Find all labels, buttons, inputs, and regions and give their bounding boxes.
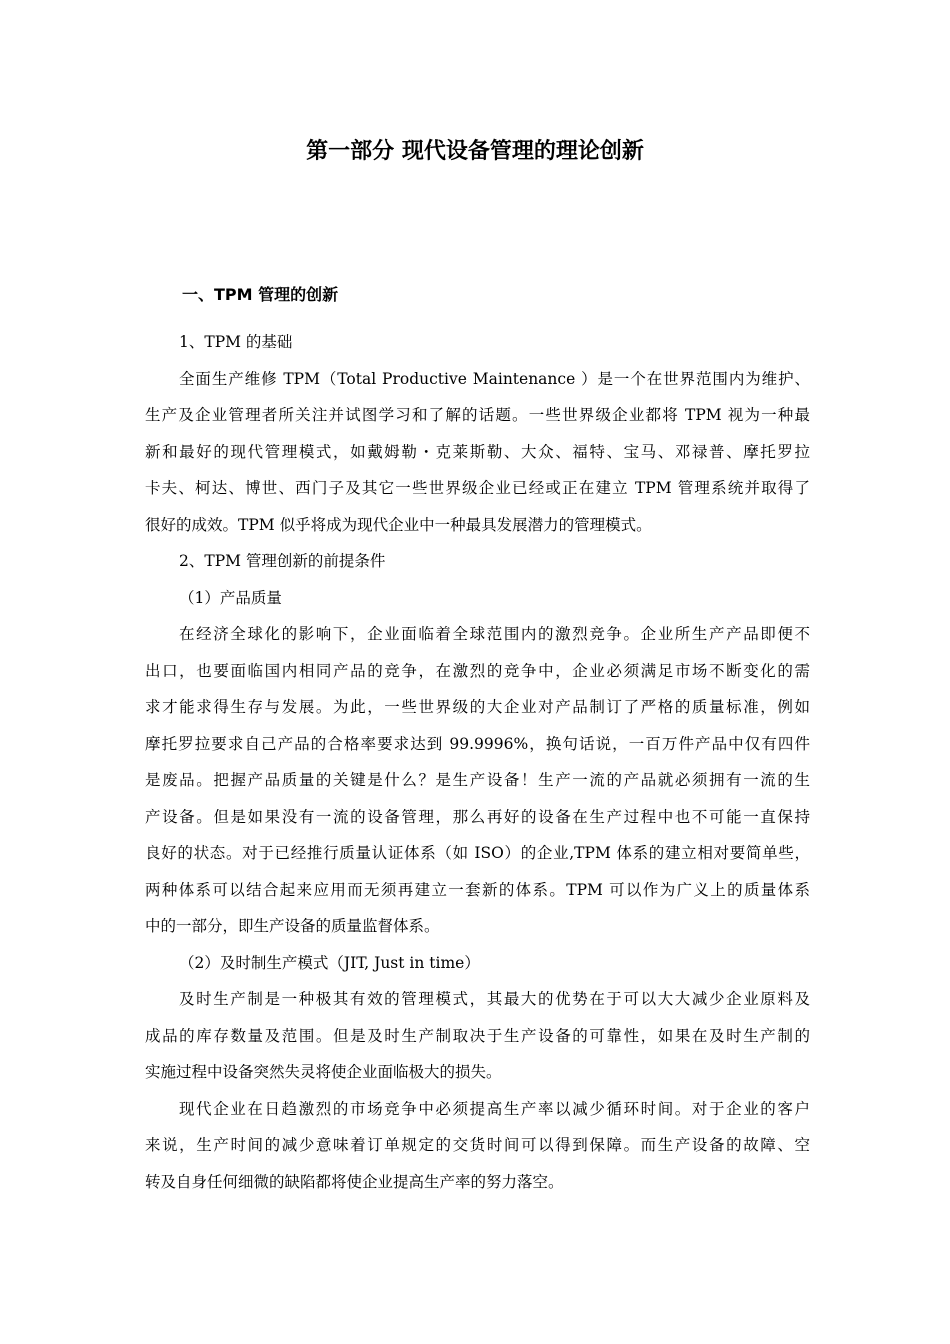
paragraph-line: 生产及企业管理者所关注并试图学习和了解的话题。一些世界级企业都将 TPM 视为一种最 [145, 406, 810, 424]
subheading-jit: （2）及时制生产模式（JIT, Just in time） [179, 953, 480, 972]
paragraph-line: 卡夫、柯达、博世、西门子及其它一些世界级企业已经或正在建立 TPM 管理系统并取得了 [145, 479, 810, 497]
paragraph-line: 摩托罗拉要求自己产品的合格率要求达到 99.9996%，换句话说，一百万件产品中仅有四件 [145, 734, 810, 753]
subheading-prerequisites: 2、TPM 管理创新的前提条件 [179, 552, 386, 570]
subheading-product-quality: （1）产品质量 [179, 588, 282, 607]
paragraph-line: 成品的库存数量及范围。但是及时生产制取决于生产设备的可靠性，如果在及时生产制的 [145, 1026, 810, 1045]
paragraph-line: 全面生产维修 TPM（Total Productive Maintenance ）是一个在世界范围内为维护、 [179, 369, 810, 388]
paragraph-line: 两种体系可以结合起来应用而无须再建立一套新的体系。TPM 可以作为广义上的质量体系 [145, 880, 810, 899]
subheading-tpm-basis: 1、TPM 的基础 [179, 333, 293, 351]
paragraph-line: 及时生产制是一种极其有效的管理模式，其最大的优势在于可以大大减少企业原料及 [179, 990, 810, 1008]
section-heading: 一、TPM 管理的创新 [182, 285, 339, 304]
paragraph-line: 现代企业在日趋激烈的市场竞争中必须提高生产率以减少循环时间。对于企业的客户 [179, 1099, 810, 1118]
paragraph-line: 在经济全球化的影响下，企业面临着全球范围内的激烈竞争。企业所生产产品即便不 [179, 625, 810, 643]
paragraph-line: 中的一部分，即生产设备的质量监督体系。 [145, 917, 440, 935]
paragraph-line: 出口，也要面临国内相同产品的竞争，在激烈的竞争中，企业必须满足市场不断变化的需 [145, 661, 810, 680]
body-text [145, 324, 810, 1200]
paragraph-line: 产设备。但是如果没有一流的设备管理，那么再好的设备在生产过程中也不可能一直保持 [145, 807, 810, 826]
page-title: 第一部分 现代设备管理的理论创新 [306, 139, 644, 164]
paragraph-line: 实施过程中设备突然失灵将使企业面临极大的损失。 [145, 1063, 502, 1081]
paragraph-line: 良好的状态。对于已经推行质量认证体系（如 ISO）的企业,TPM 体系的建立相对要简单些， [145, 844, 810, 862]
paragraph-line: 很好的成效。TPM 似乎将成为现代企业中一种最具发展潜力的管理模式。 [145, 515, 652, 534]
paragraph-line: 转及自身任何细微的缺陷都将使企业提高生产率的努力落空。 [145, 1172, 564, 1191]
paragraph-line: 新和最好的现代管理模式，如戴姆勒・克莱斯勒、大众、福特、宝马、邓禄普、摩托罗拉 [145, 442, 810, 461]
paragraph-line: 是废品。把握产品质量的关键是什么？是生产设备！生产一流的产品就必须拥有一流的生 [145, 771, 810, 789]
paragraph-line: 来说，生产时间的减少意味着订单规定的交货时间可以得到保障。而生产设备的故障、空 [145, 1136, 810, 1154]
paragraph-line: 求才能求得生存与发展。为此，一些世界级的大企业对产品制订了严格的质量标准，例如 [145, 698, 810, 716]
